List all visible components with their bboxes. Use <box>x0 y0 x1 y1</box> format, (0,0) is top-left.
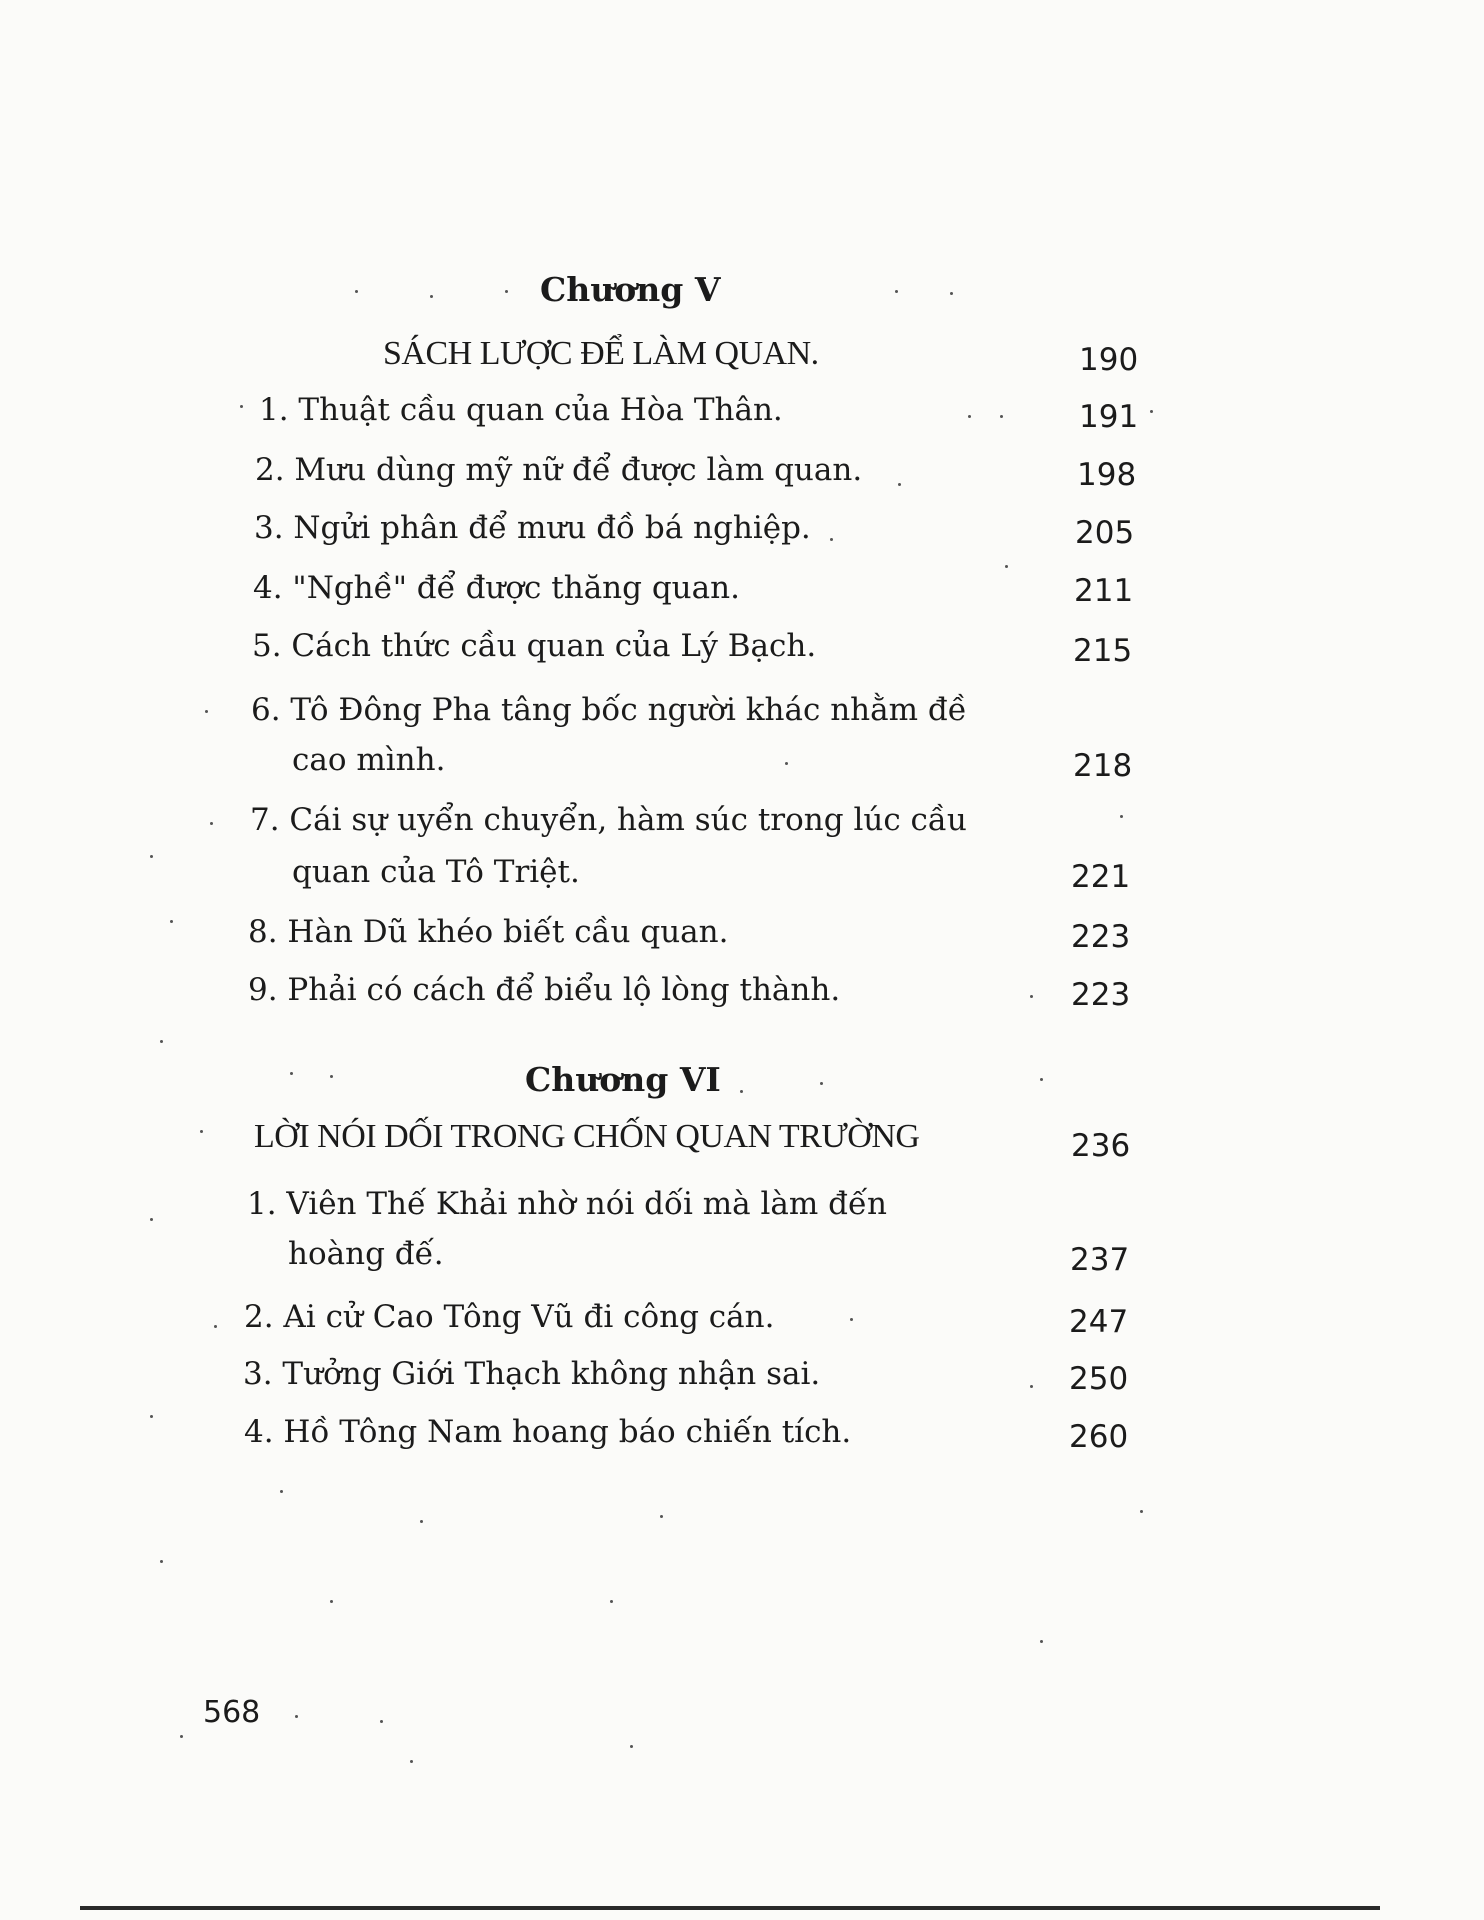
scan-speck <box>660 1515 663 1518</box>
chapter-v-heading: Chương V <box>540 270 721 309</box>
toc-entry-continuation: quan của Tô Triệt. <box>292 854 580 890</box>
scan-speck <box>1140 1510 1143 1513</box>
toc-entry-page: 218 <box>1073 748 1133 784</box>
scan-speck <box>150 855 153 858</box>
scan-speck <box>210 822 213 825</box>
toc-entry: 2. Mưu dùng mỹ nữ để được làm quan. <box>255 452 863 488</box>
toc-entry-continuation: hoàng đế. <box>288 1236 444 1272</box>
scan-speck <box>898 483 901 486</box>
scan-speck <box>1040 1078 1043 1081</box>
toc-entry-page: 211 <box>1074 573 1134 609</box>
scan-speck <box>150 1415 153 1418</box>
toc-entry: 5. Cách thức cầu quan của Lý Bạch. <box>252 628 817 664</box>
scan-speck <box>295 1715 298 1718</box>
toc-entry-page: 215 <box>1073 633 1133 669</box>
scan-speck <box>785 762 788 765</box>
scan-speck <box>1000 415 1003 418</box>
scan-speck <box>630 1745 633 1748</box>
toc-entry-continuation: cao mình. <box>292 742 446 778</box>
scan-speck <box>1030 1385 1033 1388</box>
scan-speck <box>330 1075 333 1078</box>
scan-speck <box>420 1520 423 1523</box>
scan-speck <box>830 538 833 541</box>
scan-speck <box>150 1218 153 1221</box>
scan-speck <box>200 1130 203 1133</box>
toc-entry: 8. Hàn Dũ khéo biết cầu quan. <box>248 914 729 950</box>
toc-entry: 4. "Nghề" để được thăng quan. <box>253 570 740 606</box>
toc-entry-page: 250 <box>1069 1361 1129 1397</box>
toc-entry-page: 205 <box>1075 515 1135 551</box>
toc-entry-page: 260 <box>1069 1419 1129 1455</box>
scan-speck <box>290 1072 293 1075</box>
toc-entry-page: 223 <box>1071 919 1131 955</box>
scan-speck <box>505 290 508 293</box>
toc-entry-page: 191 <box>1079 399 1139 435</box>
page-number: 568 <box>203 1695 261 1730</box>
chapter-vi-section-page: 236 <box>1071 1128 1131 1164</box>
scan-speck <box>1040 1640 1043 1643</box>
scan-speck <box>1120 815 1123 818</box>
chapter-v-section-title: SÁCH LƯỢC ĐỂ LÀM QUAN. <box>383 335 819 372</box>
toc-entry-page: 198 <box>1077 457 1137 493</box>
scan-speck <box>170 920 173 923</box>
scan-speck <box>160 1560 163 1563</box>
toc-entry-page: 247 <box>1069 1304 1129 1340</box>
scan-speck <box>205 710 208 713</box>
scan-speck <box>180 1735 183 1738</box>
scan-speck <box>380 1720 383 1723</box>
bottom-rule <box>80 1906 1380 1910</box>
toc-entry: 6. Tô Đông Pha tâng bốc người khác nhằm đề <box>251 692 967 728</box>
scan-speck <box>214 1325 217 1328</box>
toc-entry: 2. Ai cử Cao Tông Vũ đi công cán. <box>244 1299 775 1335</box>
scan-speck <box>1030 995 1033 998</box>
scan-speck <box>280 1490 283 1493</box>
scan-speck <box>968 415 971 418</box>
scan-speck <box>410 1760 413 1763</box>
toc-entry: 1. Thuật cầu quan của Hòa Thân. <box>259 392 783 428</box>
toc-entry-page: 221 <box>1071 859 1131 895</box>
scan-speck <box>430 295 433 298</box>
toc-entry-page: 237 <box>1070 1242 1130 1278</box>
scan-speck <box>610 1600 613 1603</box>
toc-entry-page: 223 <box>1071 977 1131 1013</box>
toc-entry: 3. Ngửi phân để mưu đồ bá nghiệp. <box>254 510 811 546</box>
toc-entry: 1. Viên Thế Khải nhờ nói dối mà làm đến <box>247 1186 887 1222</box>
toc-entry: 3. Tưởng Giới Thạch không nhận sai. <box>243 1356 821 1392</box>
chapter-vi-section-title: LỜI NÓI DỐI TRONG CHỐN QUAN TRƯỜNG <box>254 1118 920 1155</box>
scan-speck <box>740 1090 743 1093</box>
chapter-vi-heading: Chương VI <box>525 1060 721 1099</box>
toc-entry: 4. Hồ Tông Nam hoang báo chiến tích. <box>244 1414 852 1450</box>
scan-speck <box>160 1040 163 1043</box>
scan-speck <box>330 1600 333 1603</box>
scan-speck <box>895 290 898 293</box>
chapter-v-section-page: 190 <box>1079 342 1139 378</box>
scan-speck <box>1150 410 1153 413</box>
toc-entry: 7. Cái sự uyển chuyển, hàm súc trong lúc cầu <box>250 802 967 838</box>
scan-speck <box>1005 565 1008 568</box>
scan-speck <box>950 292 953 295</box>
toc-entry: 9. Phải có cách để biểu lộ lòng thành. <box>248 972 841 1008</box>
scan-speck <box>355 290 358 293</box>
scan-speck <box>850 1318 853 1321</box>
scan-speck <box>240 405 243 408</box>
scan-speck <box>820 1082 823 1085</box>
